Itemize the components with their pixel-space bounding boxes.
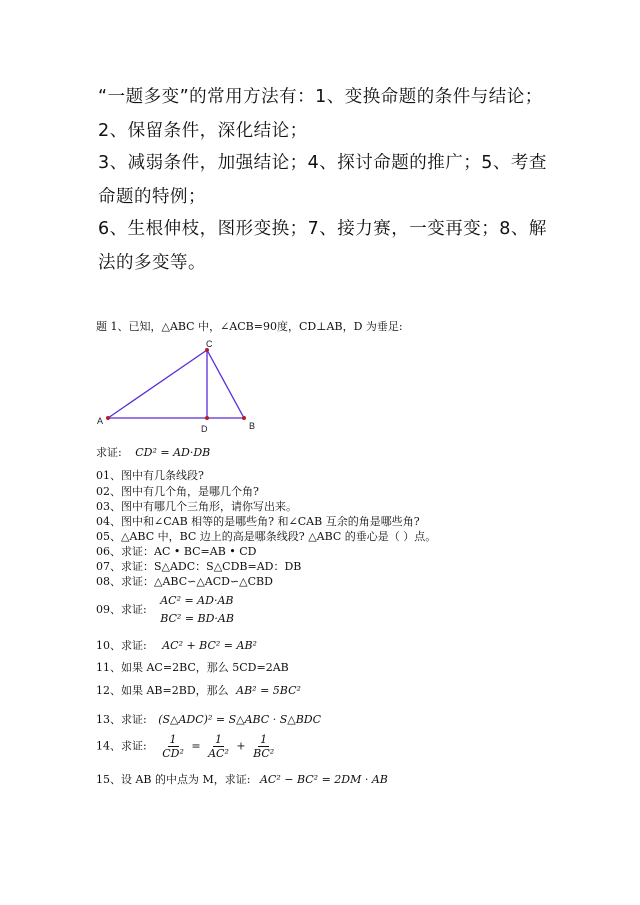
intro-paragraph-2 [98,146,558,214]
intro-text-3: 6、生根伸枝，图形变换；7、接力赛，一变再变；8、解法的多变等。 [98,219,547,273]
label-b: B [249,421,256,431]
question-04: 04、图中和∠CAB 相等的是哪些角? 和∠CAB 互余的角是哪些角? [96,515,420,528]
question-06: 06、求证：AC • BC=AB • CD [96,545,257,558]
question-02: 02、图中有几个角，是哪几个角? [96,485,259,498]
question-12 [96,682,301,698]
q09-line-2: BC² = BD·AB [160,612,234,625]
q10-formula: AC² + BC² = AB² [162,639,257,652]
q10-label: 10、求证: [96,639,147,652]
q14-frac-2: $\frac{1}{\text{AC²}}$ [208,733,229,760]
question-09 [96,592,234,628]
intro-paragraph-3 [98,212,558,280]
triangle-figure [96,336,266,436]
q12-formula: AB² = 5BC² [236,684,301,697]
problem-title: 题 1、已知，△ABC 中，∠ACB=90度，CD⊥AB，D 为垂足: [96,320,403,333]
segment-cb [207,350,244,418]
segment-ac [108,350,207,418]
prove-row [96,444,210,460]
question-08: 08、求证：△ABC∽△ACD∽△CBD [96,575,273,588]
q12-label: 12、如果 AB=2BD，那么 [96,684,229,697]
point-b [242,416,246,420]
question-01: 01、图中有几条线段? [96,469,204,482]
q14-frac-1: $\frac{1}{\text{CD²}}$ [162,733,184,760]
point-d [205,416,209,420]
q15-formula: AC² − BC² = 2DM · AB [259,773,388,786]
q09-label: 09、求证: [96,603,147,616]
q14-equals: = [191,739,201,753]
intro-text-2: 3、减弱条件，加强结论；4、探讨命题的推广；5、考查命题的特例； [98,153,547,207]
question-14 [96,733,278,760]
q14-plus: + [236,739,246,753]
intro-text-1: “一题多变”的常用方法有：1、变换命题的条件与结论；2、保留条件，深化结论； [98,87,543,141]
question-10 [96,637,257,653]
question-15 [96,771,388,787]
q14-frac-3: $\frac{1}{\text{BC²}}$ [253,733,275,760]
prove-label: 求证: [96,446,122,459]
label-c: C [206,339,213,349]
label-d: D [201,424,208,434]
prove-formula: CD² = AD·DB [135,446,211,459]
q13-formula: (S△ADC)² = S△ABC · S△BDC [158,713,322,726]
question-05: 05、△ABC 中，BC 边上的高是哪条线段? △ABC 的垂心是（ ）点。 [96,530,437,543]
question-07: 07、求证：S△ADC：S△CDB=AD：DB [96,560,302,573]
intro-paragraph-1 [98,80,558,148]
q14-label: 14、求证: [96,739,147,753]
question-03: 03、图中有哪几个三角形，请你写出来。 [96,500,297,513]
q13-label: 13、求证: [96,713,147,726]
label-a: A [97,416,104,426]
q09-line-1: AC² = AD·AB [160,594,234,607]
question-11: 11、如果 AC=2BC，那么 5CD=2AB [96,661,289,674]
question-13 [96,711,321,727]
point-a [106,416,110,420]
q15-label: 15、设 AB 的中点为 M，求证: [96,773,251,786]
